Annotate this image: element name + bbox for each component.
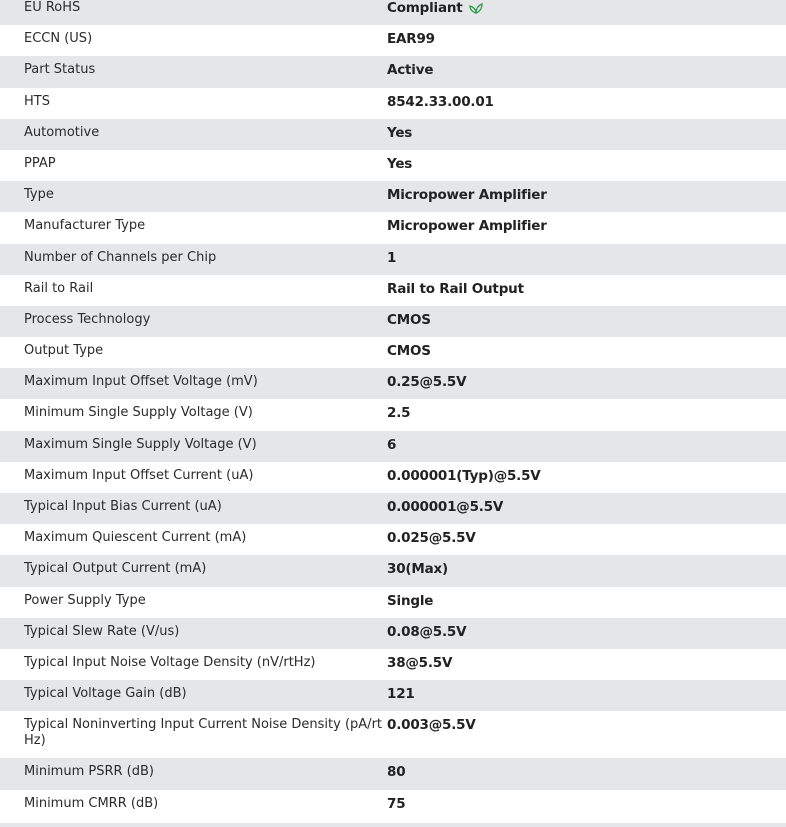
spec-value: 0.003@5.5V — [387, 717, 476, 734]
spec-row — [0, 758, 786, 789]
spec-value: 0.25@5.5V — [387, 374, 467, 391]
spec-label: HTS — [24, 93, 50, 109]
spec-row — [0, 431, 786, 462]
spec-value: Micropower Amplifier — [387, 218, 547, 235]
spec-value: 30(Max) — [387, 561, 448, 578]
spec-value: 1 — [387, 249, 397, 266]
spec-row — [0, 181, 786, 212]
spec-label: Minimum CMRR (dB) — [24, 795, 159, 811]
spec-label: Typical Voltage Gain (dB) — [24, 686, 187, 702]
spec-label: Type — [24, 187, 54, 203]
spec-value: Rail to Rail Output — [387, 280, 524, 297]
spec-row — [0, 587, 786, 618]
spec-label: Automotive — [24, 124, 100, 140]
spec-row — [0, 680, 786, 711]
spec-label: Typical Slew Rate (V/us) — [24, 623, 180, 639]
spec-label: Part Status — [24, 62, 96, 78]
spec-label: Typical Noninverting Input Current Noise Density (pA/rt Hz) — [24, 717, 383, 749]
spec-value: CMOS — [387, 311, 431, 328]
spec-label: Minimum PSRR (dB) — [24, 764, 154, 780]
spec-row — [0, 618, 786, 649]
next-row-edge — [0, 823, 786, 827]
spec-label: Typical Input Bias Current (uA) — [24, 499, 222, 514]
spec-value: Yes — [387, 124, 413, 141]
spec-row — [0, 306, 786, 337]
spec-value: 75 — [387, 795, 406, 812]
spec-label: Process Technology — [24, 311, 151, 327]
spec-value: Compliant — [387, 0, 463, 16]
spec-label: Typical Input Noise Voltage Density (nV/rtHz) — [24, 654, 316, 670]
leaf-icon — [469, 2, 483, 18]
spec-row-eu-rohs — [0, 0, 786, 25]
spec-value: CMOS — [387, 343, 431, 360]
spec-row — [0, 88, 786, 119]
spec-row — [0, 275, 786, 306]
spec-value: 80 — [387, 764, 406, 781]
spec-label: Minimum Single Supply Voltage (V) — [24, 405, 253, 421]
spec-row — [0, 150, 786, 181]
spec-row — [0, 212, 786, 243]
spec-label: Rail to Rail — [24, 280, 94, 296]
spec-label: ECCN (US) — [24, 31, 93, 47]
spec-value-cell — [387, 0, 786, 18]
spec-value: Micropower Amplifier — [387, 187, 547, 204]
spec-value: 2.5 — [387, 405, 411, 422]
spec-row — [0, 399, 786, 430]
spec-row — [0, 56, 786, 87]
spec-row — [0, 493, 786, 524]
spec-label: PPAP — [24, 155, 56, 171]
spec-value: 0.025@5.5V — [387, 530, 476, 547]
spec-row — [0, 25, 786, 56]
spec-label: Maximum Quiescent Current (mA) — [24, 530, 247, 546]
spec-label: Maximum Input Offset Current (uA) — [24, 467, 254, 483]
spec-value: 38@5.5V — [387, 654, 453, 671]
spec-row — [0, 462, 786, 493]
spec-row — [0, 524, 786, 555]
spec-value: 0.000001(Typ)@5.5V — [387, 467, 541, 484]
spec-label: Typical Output Current (mA) — [24, 561, 207, 577]
spec-value: Yes — [387, 155, 413, 172]
spec-label: EU RoHS — [24, 0, 81, 15]
spec-row — [0, 555, 786, 586]
spec-label: Manufacturer Type — [24, 218, 146, 234]
spec-row — [0, 119, 786, 150]
spec-label: Number of Channels per Chip — [24, 249, 217, 265]
spec-row — [0, 368, 786, 399]
spec-label: Maximum Single Supply Voltage (V) — [24, 436, 257, 452]
spec-row — [0, 244, 786, 275]
spec-value: 0.08@5.5V — [387, 623, 467, 640]
spec-value: EAR99 — [387, 31, 435, 48]
spec-row — [0, 337, 786, 368]
spec-value: Single — [387, 592, 434, 609]
spec-label: Output Type — [24, 343, 104, 359]
spec-value: 121 — [387, 686, 415, 703]
spec-row — [0, 711, 786, 758]
spec-row — [0, 790, 786, 821]
spec-row — [0, 649, 786, 680]
spec-label: Maximum Input Offset Voltage (mV) — [24, 374, 258, 390]
spec-label: Power Supply Type — [24, 592, 146, 608]
spec-value: Active — [387, 62, 434, 79]
spec-value: 6 — [387, 436, 397, 453]
spec-value: 0.000001@5.5V — [387, 499, 504, 515]
spec-value: 8542.33.00.01 — [387, 93, 494, 110]
